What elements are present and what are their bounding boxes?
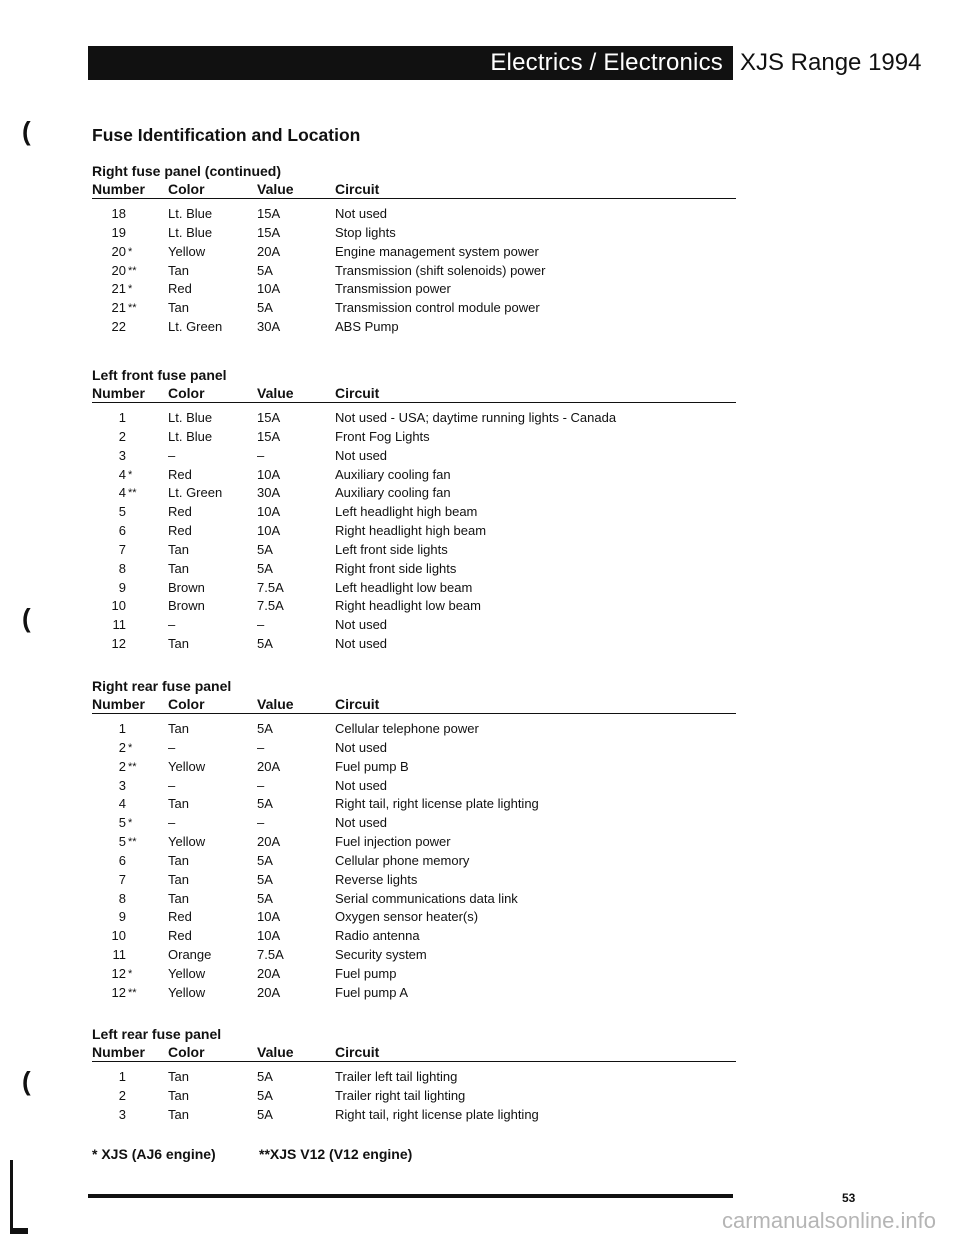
fuse-row: [92, 597, 736, 616]
fuse-number: 3: [118, 447, 126, 463]
fuse-number: 7: [118, 541, 126, 557]
engine-marker: *: [128, 817, 133, 830]
fuse-number: 1: [118, 1069, 126, 1084]
fuse-circuit: Transmission (shift solenoids) power: [335, 262, 546, 278]
fuse-color: Yellow: [168, 834, 206, 850]
fuse-number: 20: [111, 262, 126, 278]
fuse-value: 5A: [257, 541, 273, 557]
fuse-circuit: Right headlight low beam: [335, 598, 481, 614]
fuse-color: Red: [168, 281, 192, 297]
fuse-color: Lt. Blue: [168, 206, 213, 221]
fuse-row: [92, 205, 736, 224]
footnotes: [92, 1146, 692, 1164]
fuse-number: 2: [118, 758, 126, 774]
fuse-color: Tan: [168, 262, 189, 278]
fuse-value: 5A: [257, 871, 273, 887]
column-header-number: Number: [92, 181, 145, 197]
fuse-color: Brown: [168, 598, 205, 614]
section-left-front-fuse-panel: [92, 366, 736, 654]
fuse-color: Tan: [168, 560, 189, 576]
fuse-number: 1: [118, 410, 126, 425]
fuse-color: Red: [168, 909, 192, 925]
fuse-table-body: [92, 720, 736, 1003]
fuse-color: Tan: [168, 636, 189, 652]
fuse-number: 6: [118, 852, 126, 868]
fuse-table-body: [92, 1068, 736, 1125]
fuse-row: [92, 833, 736, 852]
fuse-row: [92, 777, 736, 796]
fuse-number: 2: [118, 1087, 126, 1103]
fuse-value: 10A: [257, 281, 281, 297]
fuse-color: Lt. Blue: [168, 428, 213, 444]
fuse-value: 20A: [257, 758, 281, 774]
engine-marker: **: [128, 302, 137, 315]
fuse-value: 15A: [257, 206, 281, 221]
fuse-circuit: Fuel pump A: [335, 984, 408, 1000]
fuse-row: [92, 484, 736, 503]
fuse-value: 20A: [257, 243, 281, 259]
fuse-value: –: [257, 815, 265, 831]
fuse-number: 4: [118, 485, 126, 501]
header-bar: [88, 46, 733, 80]
fuse-number: 9: [118, 579, 126, 595]
column-header-circuit: Circuit: [335, 696, 380, 712]
fuse-value: 15A: [257, 428, 281, 444]
engine-marker: *: [128, 468, 133, 481]
fuse-number: 3: [118, 777, 126, 793]
fuse-row: [92, 852, 736, 871]
fuse-number: 8: [118, 890, 126, 906]
fuse-color: –: [168, 617, 176, 633]
fuse-color: Yellow: [168, 965, 206, 981]
fuse-row: [92, 447, 736, 466]
fuse-circuit: Right tail, right license plate lighting: [335, 1106, 539, 1122]
binder-hole-mark: (: [22, 1066, 31, 1096]
header-section-title: Electrics / Electronics: [490, 49, 723, 76]
fuse-value: 30A: [257, 319, 281, 335]
fuse-circuit: Right front side lights: [335, 560, 457, 576]
fuse-color: Lt. Blue: [168, 224, 213, 240]
fuse-circuit: Left headlight high beam: [335, 504, 478, 520]
fuse-color: Tan: [168, 300, 189, 316]
fuse-row: [92, 579, 736, 598]
fuse-number: 3: [118, 1106, 126, 1122]
fuse-number: 10: [111, 598, 126, 614]
fuse-row: [92, 1068, 736, 1087]
fuse-color: –: [168, 777, 176, 793]
fuse-value: 10A: [257, 466, 281, 482]
fuse-color: Yellow: [168, 243, 206, 259]
page-title: Fuse Identification and Location: [92, 125, 361, 145]
fuse-row: [92, 720, 736, 739]
fuse-table-body: [92, 205, 736, 337]
fuse-row: [92, 635, 736, 654]
fuse-circuit: Cellular telephone power: [335, 721, 479, 736]
fuse-value: –: [257, 777, 265, 793]
fuse-value: –: [257, 617, 265, 633]
engine-marker: *: [128, 245, 133, 258]
section-right-rear-fuse-panel: [92, 677, 736, 1003]
fuse-circuit: Not used: [335, 739, 388, 755]
fuse-value: 30A: [257, 485, 281, 501]
fuse-circuit: ABS Pump: [335, 319, 399, 335]
header-range-label: XJS Range 1994: [740, 49, 922, 76]
watermark: carmanualsonline.info: [721, 1208, 936, 1233]
fuse-row: [92, 522, 736, 541]
binder-edge-foot: [10, 1228, 28, 1234]
fuse-color: Tan: [168, 541, 189, 557]
fuse-value: 5A: [257, 300, 273, 316]
fuse-color: Lt. Green: [168, 485, 223, 501]
fuse-number: 8: [118, 560, 126, 576]
fuse-table-body: [92, 409, 736, 654]
fuse-row: [92, 946, 736, 965]
fuse-circuit: Not used: [335, 777, 388, 793]
column-header-value: Value: [257, 696, 294, 712]
fuse-row: [92, 541, 736, 560]
column-header-value: Value: [257, 1044, 294, 1060]
fuse-value: 5A: [257, 796, 273, 812]
fuse-number: 1: [118, 721, 126, 736]
fuse-color: Tan: [168, 852, 189, 868]
fuse-number: 20: [111, 243, 126, 259]
fuse-number: 12: [111, 984, 126, 1000]
fuse-color: Tan: [168, 1087, 189, 1103]
fuse-circuit: Engine management system power: [335, 243, 539, 259]
fuse-circuit: Not used: [335, 636, 388, 652]
fuse-circuit: Not used - USA; daytime running lights - Canada: [335, 410, 617, 425]
fuse-value: 5A: [257, 636, 273, 652]
fuse-circuit: Left headlight low beam: [335, 579, 473, 595]
fuse-color: Tan: [168, 721, 189, 736]
fuse-circuit: Reverse lights: [335, 871, 418, 887]
fuse-circuit: Auxiliary cooling fan: [335, 466, 451, 482]
fuse-color: Lt. Green: [168, 319, 223, 335]
fuse-number: 4: [118, 466, 126, 482]
fuse-value: 5A: [257, 1069, 273, 1084]
fuse-row: [92, 890, 736, 909]
column-header-circuit: Circuit: [335, 181, 380, 197]
section-title: Right rear fuse panel: [92, 678, 232, 694]
engine-marker: *: [128, 283, 133, 296]
section-title: Left front fuse panel: [92, 367, 227, 383]
fuse-color: Brown: [168, 579, 205, 595]
footnote-single-star: * XJS (AJ6 engine): [92, 1146, 216, 1162]
fuse-number: 12: [111, 965, 126, 981]
fuse-number: 21: [111, 300, 126, 316]
column-header-row: [92, 1043, 736, 1062]
fuse-row: [92, 428, 736, 447]
fuse-color: Yellow: [168, 758, 206, 774]
fuse-circuit: Fuel injection power: [335, 834, 451, 850]
fuse-row: [92, 984, 736, 1003]
fuse-color: Tan: [168, 1106, 189, 1122]
fuse-value: 10A: [257, 928, 281, 944]
fuse-number: 7: [118, 871, 126, 887]
fuse-number: 22: [111, 319, 126, 335]
fuse-row: [92, 1087, 736, 1106]
fuse-circuit: Fuel pump: [335, 965, 397, 981]
fuse-row: [92, 409, 736, 428]
fuse-number: 10: [111, 928, 126, 944]
fuse-value: 10A: [257, 523, 281, 539]
fuse-color: –: [168, 815, 176, 831]
fuse-color: Orange: [168, 947, 212, 963]
fuse-number: 11: [112, 617, 126, 633]
fuse-circuit: Right headlight high beam: [335, 523, 487, 539]
fuse-color: Lt. Blue: [168, 410, 213, 425]
fuse-color: Red: [168, 504, 192, 520]
fuse-row: [92, 466, 736, 485]
fuse-circuit: Fuel pump B: [335, 758, 409, 774]
fuse-row: [92, 965, 736, 984]
fuse-number: 19: [111, 224, 126, 240]
fuse-color: Red: [168, 523, 192, 539]
binder-edge-line: [10, 1160, 13, 1230]
section-title: Right fuse panel (continued): [92, 163, 281, 179]
column-header-number: Number: [92, 696, 145, 712]
fuse-row: [92, 871, 736, 890]
fuse-row: [92, 299, 736, 318]
fuse-value: 15A: [257, 224, 281, 240]
fuse-row: [92, 616, 736, 635]
binder-hole-mark: (: [22, 603, 31, 633]
fuse-row: [92, 1106, 736, 1125]
fuse-number: 5: [118, 504, 126, 520]
fuse-color: Tan: [168, 1069, 189, 1084]
fuse-color: Tan: [168, 796, 189, 812]
fuse-value: 7.5A: [257, 947, 284, 963]
fuse-value: 10A: [257, 909, 281, 925]
fuse-number: 2: [118, 428, 126, 444]
fuse-circuit: Right tail, right license plate lighting: [335, 796, 539, 812]
fuse-number: 4: [118, 796, 126, 812]
footnote-double-star: **XJS V12 (V12 engine): [259, 1146, 413, 1162]
fuse-color: –: [168, 447, 176, 463]
fuse-circuit: Oxygen sensor heater(s): [335, 909, 479, 925]
fuse-color: Tan: [168, 890, 189, 906]
fuse-row: [92, 280, 736, 299]
fuse-circuit: Radio antenna: [335, 928, 420, 944]
fuse-row: [92, 560, 736, 579]
fuse-number: 11: [112, 947, 126, 963]
fuse-row: [92, 795, 736, 814]
fuse-number: 18: [111, 206, 126, 221]
column-header-color: Color: [168, 1044, 205, 1060]
column-header-row: [92, 384, 736, 403]
engine-marker: **: [128, 264, 137, 277]
fuse-circuit: Transmission power: [335, 281, 451, 297]
fuse-row: [92, 262, 736, 281]
engine-marker: **: [128, 760, 137, 773]
fuse-circuit: Left front side lights: [335, 541, 448, 557]
fuse-color: Yellow: [168, 984, 206, 1000]
fuse-circuit: Transmission control module power: [335, 300, 540, 316]
fuse-number: 6: [118, 523, 126, 539]
column-header-value: Value: [257, 385, 294, 401]
fuse-row: [92, 739, 736, 758]
fuse-row: [92, 908, 736, 927]
column-header-row: [92, 695, 736, 714]
fuse-row: [92, 927, 736, 946]
fuse-value: 7.5A: [257, 579, 284, 595]
fuse-value: 5A: [257, 852, 273, 868]
fuse-value: 15A: [257, 410, 281, 425]
fuse-value: 20A: [257, 965, 281, 981]
fuse-number: 21: [111, 281, 126, 297]
fuse-value: 7.5A: [257, 598, 284, 614]
column-header-value: Value: [257, 181, 294, 197]
fuse-circuit: Serial communications data link: [335, 890, 518, 906]
fuse-color: Tan: [168, 871, 189, 887]
section-right-fuse-panel: [92, 162, 736, 337]
fuse-circuit: Security system: [335, 947, 427, 963]
fuse-circuit: Not used: [335, 815, 388, 831]
fuse-circuit: Not used: [335, 617, 388, 633]
engine-marker: **: [128, 836, 137, 849]
fuse-circuit: Trailer left tail lighting: [335, 1069, 458, 1084]
fuse-value: 5A: [257, 262, 273, 278]
fuse-color: Red: [168, 466, 192, 482]
fuse-value: 5A: [257, 890, 273, 906]
fuse-number: 2: [118, 739, 126, 755]
column-header-row: [92, 180, 736, 199]
engine-marker: *: [128, 967, 133, 980]
fuse-value: –: [257, 739, 265, 755]
fuse-circuit: Stop lights: [335, 224, 396, 240]
fuse-number: 5: [118, 815, 126, 831]
column-header-circuit: Circuit: [335, 385, 380, 401]
column-header-color: Color: [168, 696, 205, 712]
page-number: 53: [842, 1191, 856, 1205]
fuse-row: [92, 814, 736, 833]
fuse-circuit: Front Fog Lights: [335, 428, 430, 444]
fuse-value: 20A: [257, 984, 281, 1000]
section-title: Left rear fuse panel: [92, 1026, 222, 1042]
fuse-value: 5A: [257, 1087, 273, 1103]
fuse-value: –: [257, 447, 265, 463]
binder-hole-mark: (: [22, 116, 31, 146]
fuse-circuit: Cellular phone memory: [335, 852, 470, 868]
fuse-value: 5A: [257, 1106, 273, 1122]
fuse-row: [92, 758, 736, 777]
fuse-value: 10A: [257, 504, 281, 520]
footer-rule: [88, 1194, 733, 1198]
fuse-number: 12: [111, 636, 126, 652]
column-header-color: Color: [168, 181, 205, 197]
fuse-row: [92, 243, 736, 262]
column-header-color: Color: [168, 385, 205, 401]
fuse-value: 5A: [257, 721, 273, 736]
fuse-circuit: Trailer right tail lighting: [335, 1087, 466, 1103]
fuse-value: 5A: [257, 560, 273, 576]
section-left-rear-fuse-panel: [92, 1025, 736, 1125]
engine-marker: *: [128, 741, 133, 754]
fuse-row: [92, 318, 736, 337]
fuse-color: –: [168, 739, 176, 755]
fuse-value: 20A: [257, 834, 281, 850]
fuse-number: 5: [118, 834, 126, 850]
engine-marker: **: [128, 986, 137, 999]
engine-marker: **: [128, 487, 137, 500]
column-header-circuit: Circuit: [335, 1044, 380, 1060]
fuse-row: [92, 224, 736, 243]
fuse-row: [92, 503, 736, 522]
column-header-number: Number: [92, 385, 145, 401]
fuse-circuit: Auxiliary cooling fan: [335, 485, 451, 501]
fuse-number: 9: [118, 909, 126, 925]
fuse-circuit: Not used: [335, 447, 388, 463]
column-header-number: Number: [92, 1044, 145, 1060]
fuse-color: Red: [168, 928, 192, 944]
fuse-circuit: Not used: [335, 206, 388, 221]
